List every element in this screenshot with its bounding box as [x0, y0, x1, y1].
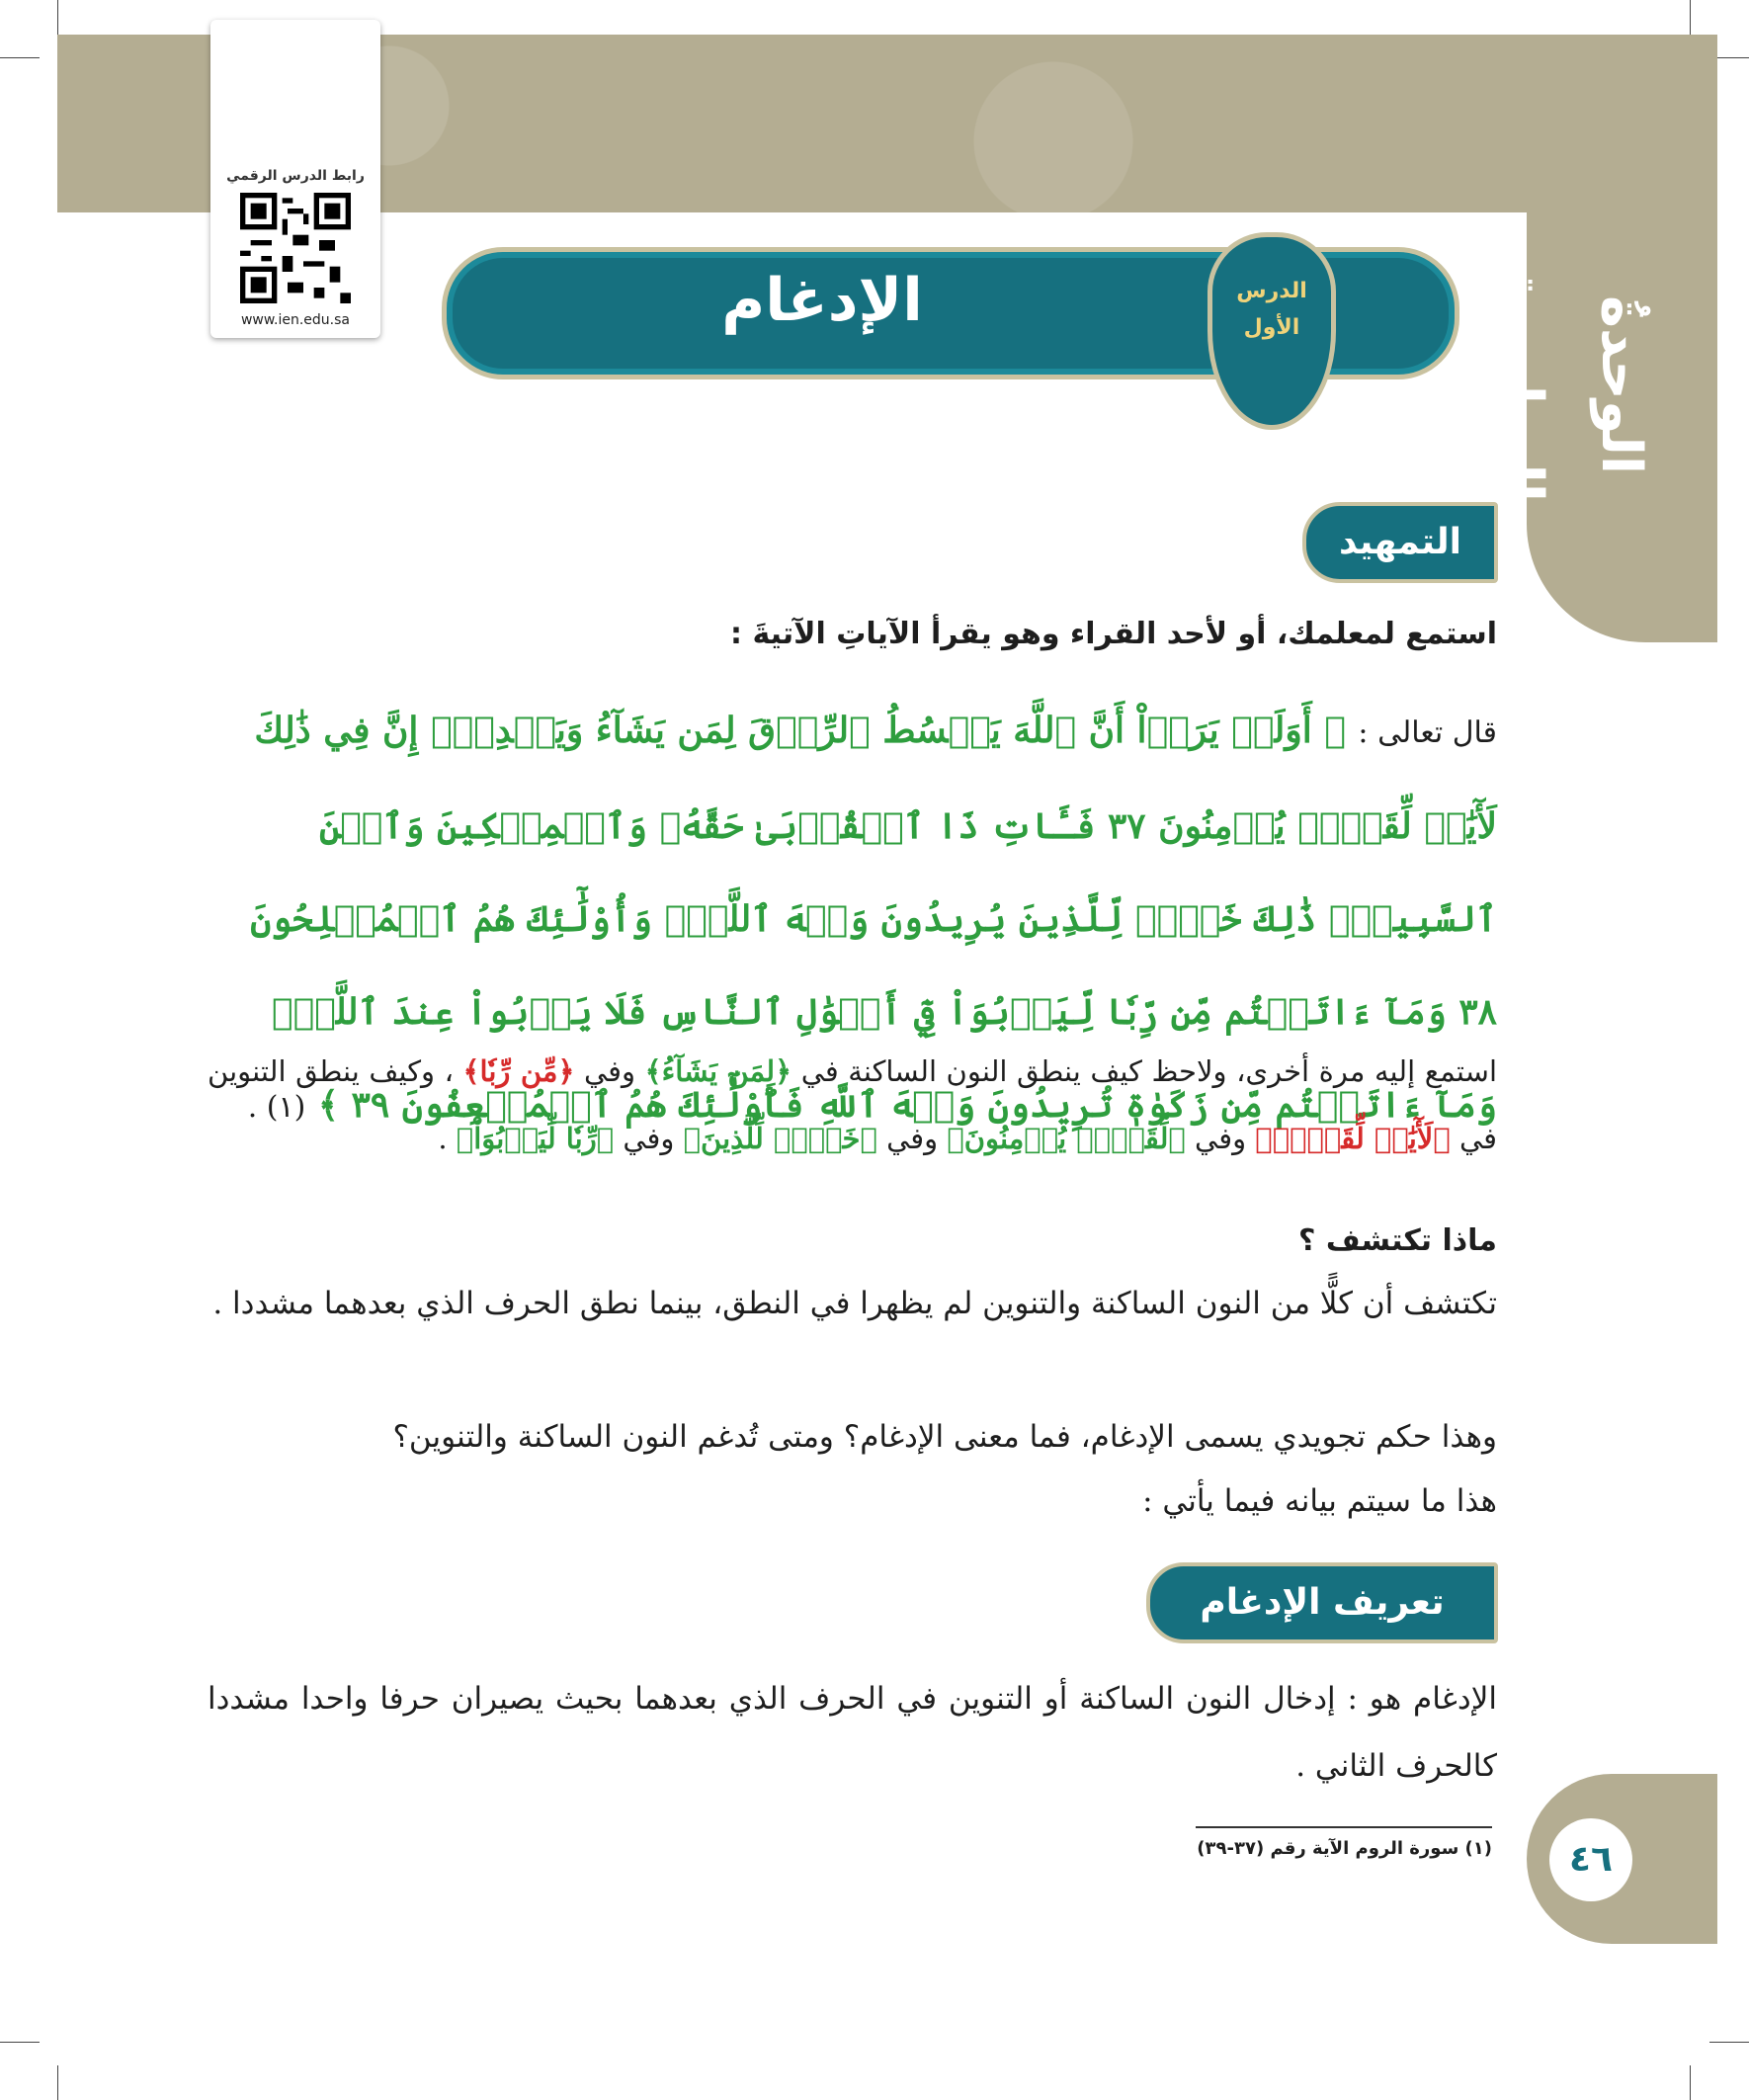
- rule-line: وهذا حكم تجويدي يسمى الإدغام، فما معنى الإدغام؟ ومتى تُدغم النون الساكنة والتنوين؟: [392, 1419, 1497, 1455]
- example-4: ﴿لِّقَوۡمٖ يُؤۡمِنُونَ﴾: [947, 1122, 1186, 1155]
- end-dot: .: [438, 1122, 448, 1155]
- qr-label: رابط الدرس الرقمي: [226, 168, 365, 184]
- lesson-title: الإدغام: [721, 266, 923, 335]
- crop-mark: [1709, 2042, 1749, 2043]
- example-2: ﴿مِّن رِّبٗا﴾: [462, 1054, 575, 1088]
- next-line: هذا ما سيتم بيانه فيما يأتي :: [1142, 1483, 1497, 1519]
- listen-paragraph: [208, 1038, 1497, 1172]
- crop-mark: [1690, 2065, 1691, 2100]
- definition-text: الإدغام هو : إدخال النون الساكنة أو التنوين في الحرف الذي بعدهما بحيث يصيران حرفا واحدا مشددا كالحرف الثاني .: [208, 1681, 1497, 1784]
- discover-question: ماذا تكتشف ؟: [1297, 1223, 1497, 1258]
- crop-mark: [57, 0, 58, 40]
- discover-answer: تكتشف أن كلًّا من النون الساكنة والتنوين لم يظهرا في النطق، بينما نطق الحرف الذي بعدهما مشددا .: [212, 1286, 1497, 1321]
- and-text: وفي: [584, 1054, 636, 1088]
- crop-mark: [0, 57, 40, 58]
- qr-card[interactable]: [210, 20, 380, 338]
- example-3: ﴿لَأٓيَٰتٖ لِّقَوۡمٖ﴾: [1255, 1122, 1451, 1155]
- lesson-number-badge: [1208, 232, 1336, 430]
- lesson-label: الدرس: [1236, 279, 1307, 303]
- page-number: ٤٦: [1549, 1818, 1632, 1901]
- and-text: وفي: [1195, 1122, 1247, 1155]
- and-text: وفي: [623, 1122, 675, 1155]
- definition-heading: تعريف الإدغام: [1146, 1562, 1498, 1643]
- and-text: وفي: [886, 1122, 939, 1155]
- listen-text-1: استمع إليه مرة أخرى، ولاحظ كيف ينطق النون الساكنة في: [800, 1054, 1498, 1088]
- footnote-mark: (١) .: [247, 1090, 306, 1125]
- example-6: ﴿رِّبٗا لِّيَرۡبُوَاْ﴾: [456, 1122, 615, 1155]
- crop-mark: [0, 2042, 40, 2043]
- unit-title: الوحدةُ السادسة: [1490, 268, 1653, 502]
- listen-text-2: ، وكيف ينطق التنوين في: [208, 1054, 1497, 1155]
- footnote-divider: [1196, 1826, 1492, 1828]
- example-1: ﴿لِمَن يَشَآءُ﴾: [644, 1054, 792, 1088]
- lesson-ordinal: الأول: [1243, 315, 1300, 340]
- quran-lead: قال تعالى :: [1358, 715, 1497, 750]
- intro-instruction: استمع لمعلمك، أو لأحد القراء وهو يقرأ الآياتِ الآتيةَ :: [730, 617, 1497, 651]
- intro-heading: التمهيد: [1302, 502, 1498, 583]
- qr-code-icon[interactable]: [240, 193, 351, 303]
- example-5: ﴿خَيۡرٞ لِّلَّذِينَ﴾: [683, 1122, 877, 1155]
- crop-mark: [57, 2065, 58, 2100]
- footnote: (١) سورة الروم الآية رقم (٣٧-٣٩): [1197, 1838, 1492, 1859]
- crop-mark: [1690, 0, 1691, 40]
- qr-url[interactable]: www.ien.edu.sa: [240, 312, 351, 328]
- quran-verses: ﴿ أَوَلَمۡ يَرَوۡاْ أَنَّ ٱللَّهَ يَبۡسُطُ ٱلرِّزۡقَ لِمَن يَشَآءُ وَيَقۡدِرُۚ إِنَّ فِي ذَٰلِكَ لَأٓيَٰتٖ لِّقَوۡمٖ يُؤۡمِنُونَ ٣٧ فَـَٔاتِ ذَا ٱلۡقُرۡبَىٰ حَقَّهُۥ وَٱلۡمِسۡكِينَ وَٱبۡنَ ٱلسَّبِيلِۚ ذَٰلِكَ خَيۡرٞ لِّلَّذِينَ يُرِيدُونَ وَجۡهَ ٱللَّهِۖ وَأُوْلَٰٓئِكَ هُمُ ٱلۡمُفۡلِحُونَ ٣٨ وَمَآ ءَاتَيۡتُم مِّن رِّبٗا لِّيَرۡبُوَاْ فِيٓ أَمۡوَٰلِ ٱلنَّاسِ فَلَا يَرۡبُواْ عِندَ ٱللَّهِۖ وَمَآ ءَاتَيۡتُم مِّن زَكَوٰةٖ تُرِيدُونَ وَجۡهَ ٱللَّهِ فَأُوْلَٰٓئِكَ هُمُ ٱلۡمُضۡعِفُونَ ٣٩ ﴾: [250, 710, 1497, 1126]
